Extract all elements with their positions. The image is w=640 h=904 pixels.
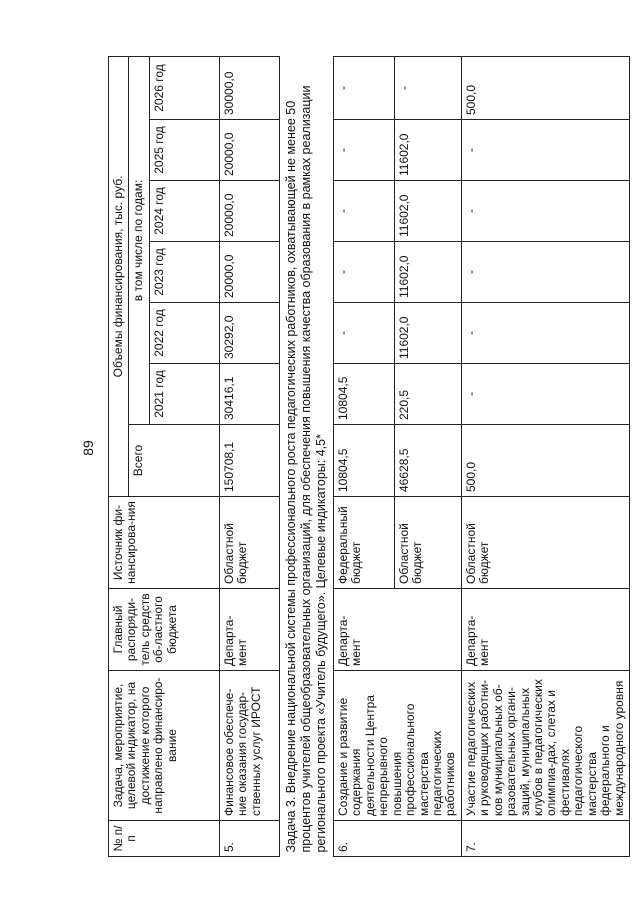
row-year-value: - — [461, 181, 629, 242]
header-year: 2023 год — [149, 242, 219, 303]
row-year-value: 30416,1 — [219, 364, 279, 425]
row-year-value: 220,5 — [394, 364, 461, 425]
row-total: 500,0 — [461, 425, 629, 497]
header-total: Всего — [129, 425, 219, 497]
header-year: 2024 год — [149, 181, 219, 242]
row-year-value: - — [333, 242, 394, 303]
row-num: 7. — [461, 821, 629, 857]
row-year-value: - — [461, 303, 629, 364]
row-name: Участие педагогических и руководящих работни-ков муниципальных об-разовательных органи-заций, муниципальных клубов в педагогических олимпиа-дах, слетах и фестивалях педагогического мастерства федерального и международного уровня — [461, 671, 629, 821]
row-year-value: - — [333, 303, 394, 364]
page-number: 89 — [80, 440, 96, 456]
row-num: 5. — [219, 821, 279, 857]
row-year-value: 30292,0 — [219, 303, 279, 364]
row-year-value: 30000,0 — [219, 56, 279, 119]
header-year: 2022 год — [149, 303, 219, 364]
row-year-value: 10804,5 — [333, 364, 394, 425]
table-row — [333, 56, 394, 856]
row-year-value: 20000,0 — [219, 242, 279, 303]
row-num: 6. — [333, 821, 461, 857]
row-total: 150708,1 — [219, 425, 279, 497]
table-row — [461, 56, 629, 856]
row-total: 10804,5 — [333, 425, 394, 497]
row-year-value: - — [461, 364, 629, 425]
row-year-value: - — [333, 120, 394, 181]
row-source: Областной бюджет — [461, 497, 629, 589]
row-source: Федеральный бюджет — [333, 497, 394, 589]
task-row — [279, 56, 333, 856]
header-task: Задача, мероприятие, целевой индикатор, на достижение которого направлено финансиро-вание — [109, 671, 220, 821]
row-year-value: - — [394, 56, 461, 119]
row-manager: Департа-мент — [333, 589, 461, 671]
header-by-years: в том числе по годам: — [129, 56, 149, 424]
header-year: 2026 год — [149, 56, 219, 119]
row-year-value: 11602,0 — [394, 120, 461, 181]
row-name: Финансовое обеспече-ние оказания государ-ственных услуг ИРОСТ — [219, 671, 279, 821]
row-name: Создание и развитие содержания деятельности Центра непрерывного повышения профессионального мастерства педагогических работников — [333, 671, 461, 821]
financing-table-rotated — [108, 57, 626, 857]
table-row — [219, 56, 279, 856]
financing-table — [108, 56, 630, 857]
header-year: 2021 год — [149, 364, 219, 425]
row-source: Областной бюджет — [394, 497, 461, 589]
task-3-text: Задача 3. Внедрение национальной системы профессионального роста педагогических работников, охватывающей не менее 50 процентов учителей общеобразовательных организаций, для обеспечения повышения качества образования в рамках реализации регионального проекта «Учитель будущего». Целевые индикаторы: 4,5* — [279, 56, 333, 856]
row-year-value: 500,0 — [461, 56, 629, 119]
row-manager: Департа-мент — [219, 589, 279, 671]
header-manager: Главный распоряди-тель средств об-ластного бюджета — [109, 589, 220, 671]
row-year-value: 11602,0 — [394, 181, 461, 242]
row-year-value: - — [333, 56, 394, 119]
row-source: Областной бюджет — [219, 497, 279, 589]
row-year-value: 20000,0 — [219, 120, 279, 181]
row-year-value: 20000,0 — [219, 181, 279, 242]
row-total: 46628,5 — [394, 425, 461, 497]
row-year-value: - — [461, 242, 629, 303]
row-year-value: 11602,0 — [394, 303, 461, 364]
row-year-value: - — [461, 120, 629, 181]
header-volumes: Объемы финансирования, тыс. руб. — [109, 56, 129, 496]
row-year-value: - — [333, 181, 394, 242]
header-num: № п/п — [109, 821, 220, 857]
row-manager: Департа-мент — [461, 589, 629, 671]
header-source: Источник фи-нансирова-ния — [109, 497, 220, 589]
header-year: 2025 год — [149, 120, 219, 181]
row-year-value: 11602,0 — [394, 242, 461, 303]
